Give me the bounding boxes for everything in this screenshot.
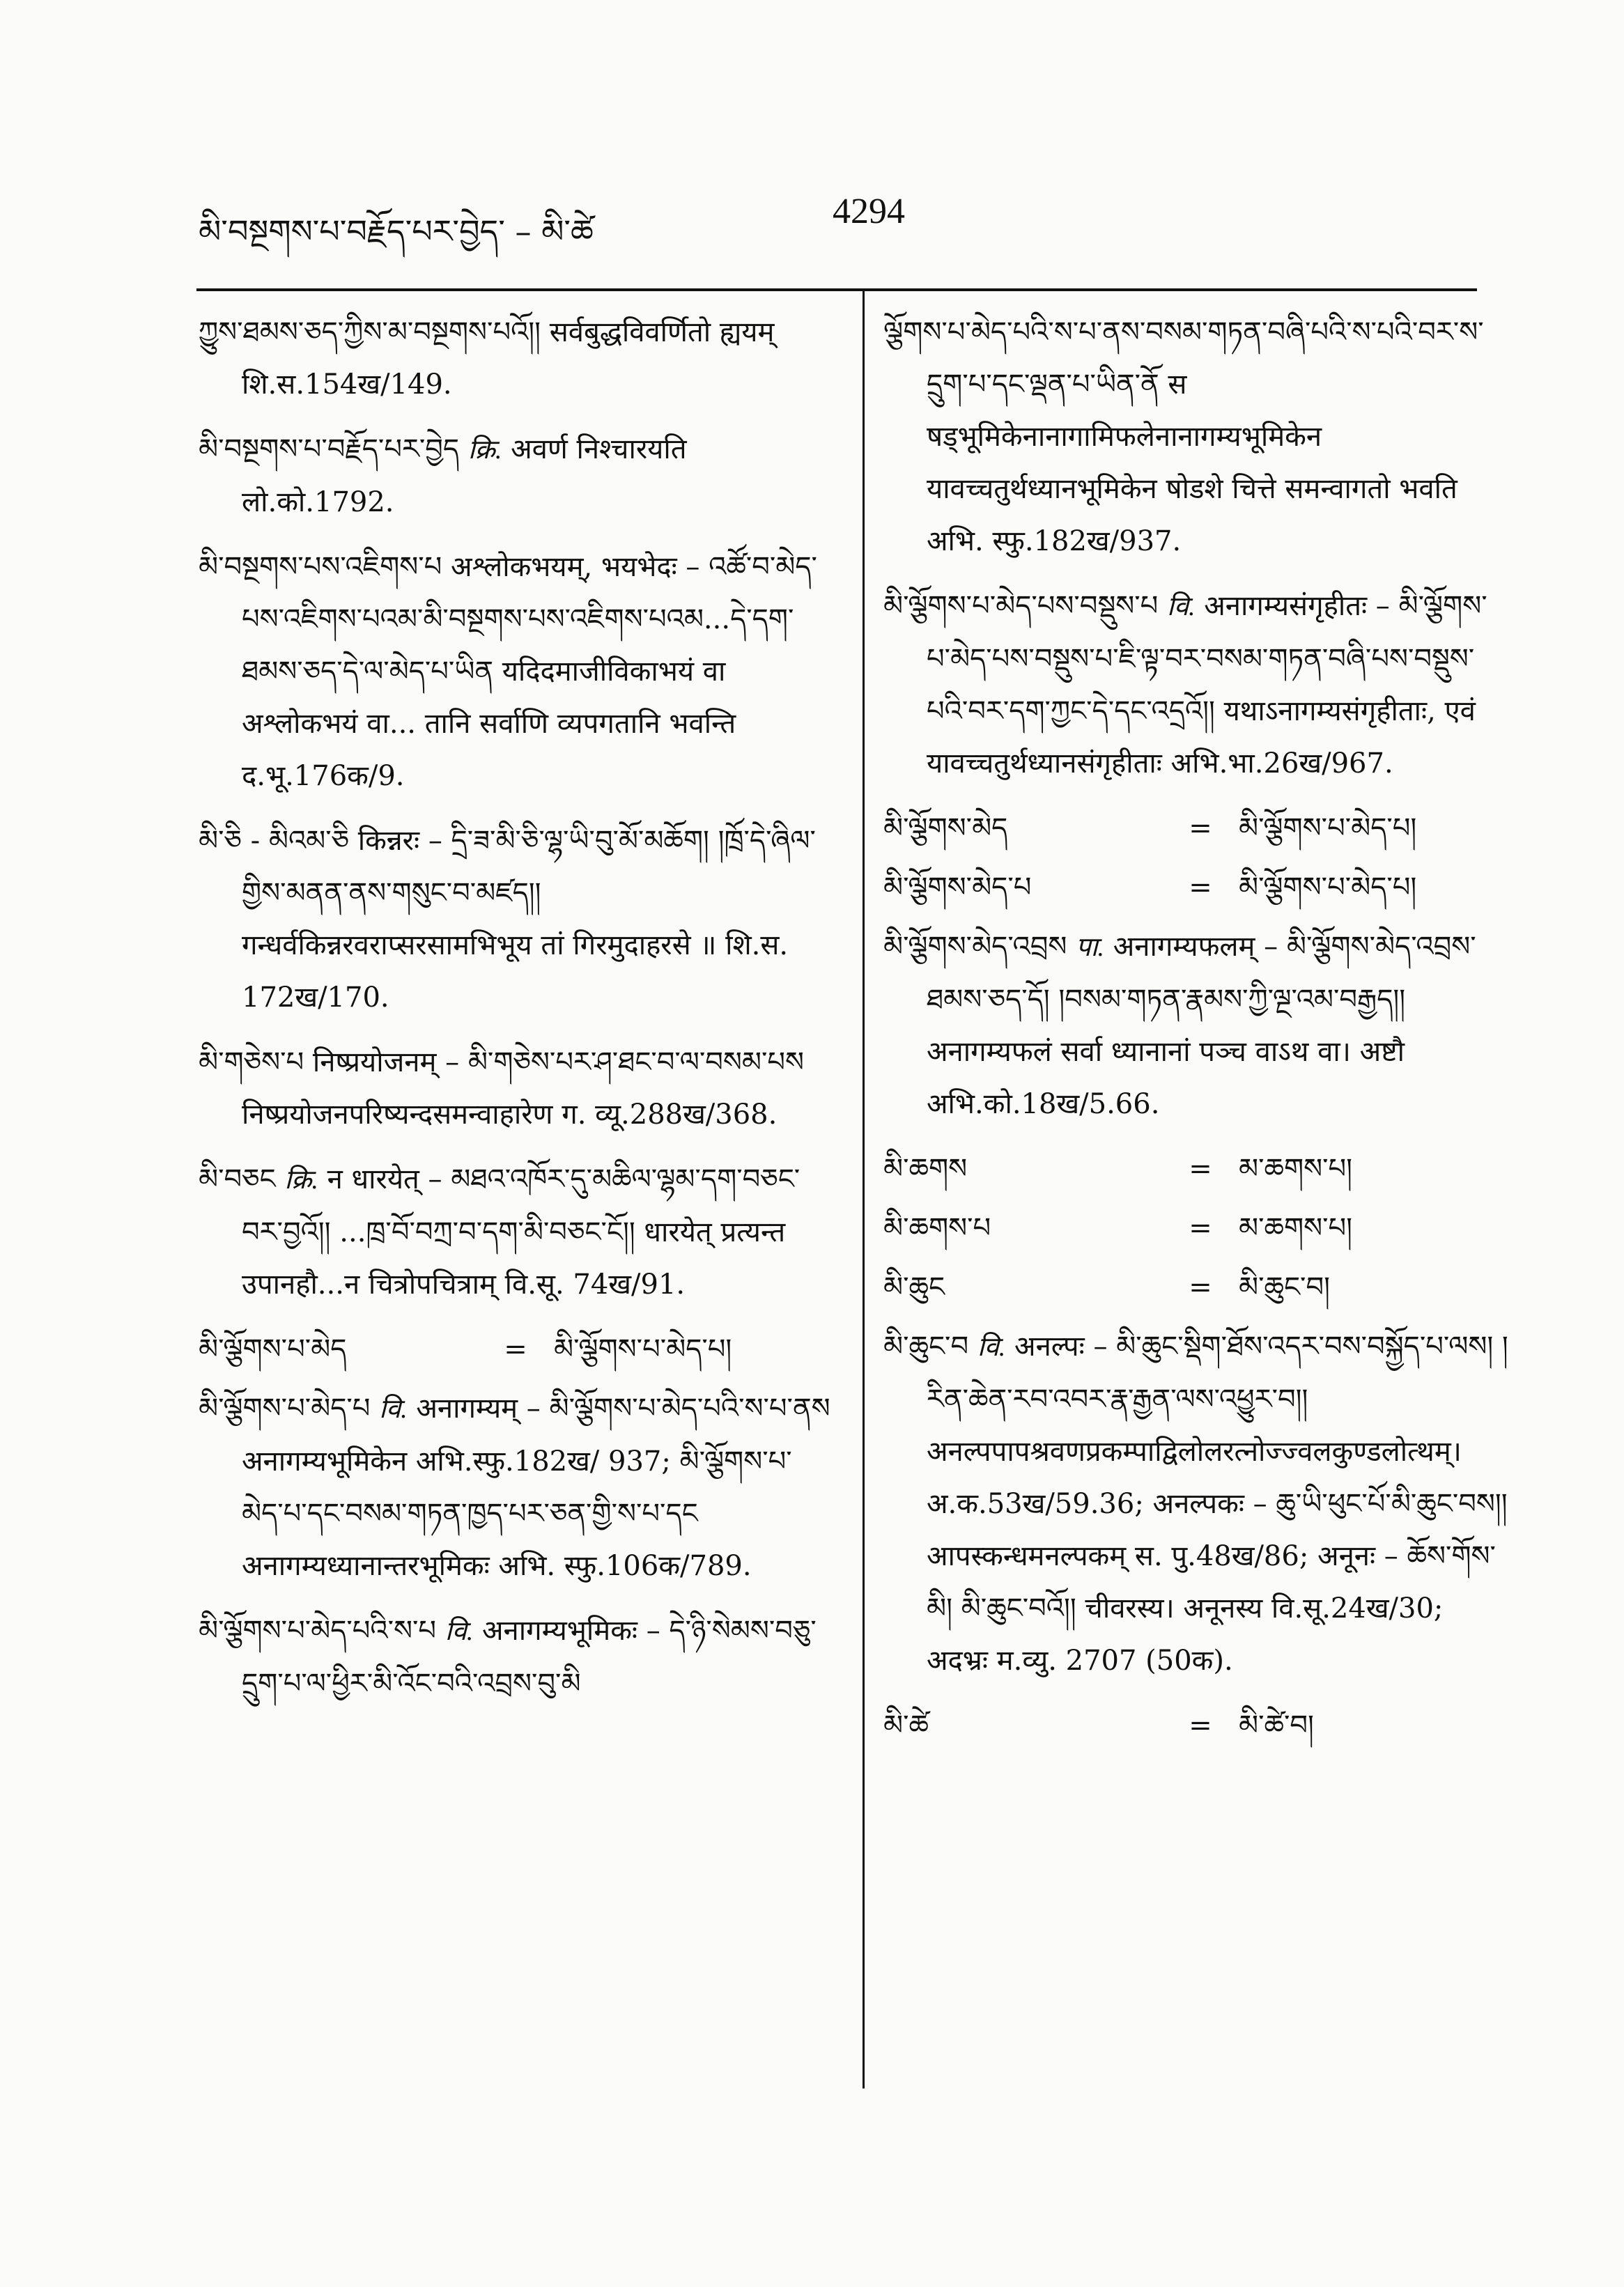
entry-text: अनागम्यफलम् – མི་ལྕོགས་མེད་འབྲས་ཐམས་ཅད་དོ། །བསམ་གཏན་རྣམས་ཀྱི་ལྔ་འམ་བརྒྱད།། अनागम्यफलं सर्वा ध्यानानां पञ्च वाऽथ वा। अष्टौ अभि.को.18ख/5.66. (927, 931, 1476, 1120)
entry-headword: མི་ཆུང་བ (883, 1331, 969, 1363)
entry-text: ཀྱུས་ཐམས་ཅད་ཀྱིས་མ་བསྔགས་པའོ།། सर्वबुद्धविवर्णितो ह्ययम् शि.स.154ख/149. (199, 316, 775, 401)
equals-sign: = (1189, 871, 1212, 904)
entry-headword: མི་བསྔགས་པས་འཇིགས་པ (199, 551, 442, 583)
entry-headword: མི་ལྕོགས་མེད (883, 812, 1008, 844)
page-number: 4294 (833, 192, 905, 231)
entry-text: अनागम्यम् – མི་ལྕོགས་པ་མེད་པའི་ས་པ་ནས अनागम्यभूमिकेन अभि.स्फु.182ख/ 937; མི་ལྕོགས་པ་མེད་པ་དང་བསམ་གཏན་ཁྱད་པར་ཅན་གྱི་ས་པ་དང अनागम्यध्यानान्तरभूमिकः अभि. स्फु.106क/789. (242, 1393, 830, 1582)
cross-reference-entry (883, 862, 1510, 914)
entry-text: अनल्पः – མི་ཆུང་སྡིག་ཐོས་འདར་བས་བསྐྱོད་པ་ལས། །རིན་ཆེན་རབ་འབར་རྣ་རྒྱན་ལས་འཕྱུར་བ།། अनल्पपापश्रवणप्रकम्पाद्विलोलरत्नोज्ज्वलकुण्डलोत्थम्। अ.क.53ख/59.36; अनल्पकः – ཆུ་ཡི་ཕུང་པོ་མི་ཆུང་བས།། आपस्कन्धमनल्पकम् स. पु.48ख/86; अनूनः – ཆོས་གོས་མི། མི་ཆུང་བའོ།། चीवरस्य। अनूनस्य वि.सू.24ख/30; अदभ्रः म.व्यु. 2707 (50क). (927, 1331, 1508, 1677)
page-header (199, 187, 1474, 249)
reference-target: མ་ཆགས་པ། (1239, 1153, 1353, 1185)
reference-target: མི་ཆུང་བ། (1239, 1271, 1330, 1303)
entry-text: - མིའམ་ཅི किन्नरः – དྲི་ཟ་མི་ཅི་ལྷ་ཡི་བུ་མོ་མཆོག། །ཁྲོ་དེ་ཞིལ་གྱིས་མནན་ནས་གསུང་བ་མཛད།། गन्धर्वकिन्नरवराप्सरसामभिभूय तां गिरमुदाहरसे ॥ शि.स. 172ख/170. (242, 825, 816, 1014)
entry-text: न धारयेत् – མཐའ་འཁོར་དུ་མཆིལ་ལྷམ་དག་བཅང་བར་བྱའོ།། ...ཁྲ་བོ་བཀྲ་བ་དག་མི་བཅང་ངོ།། धारयेत् प्रत्यन्त उपानहौ...न चित्रोपचित्राम् वि.सू. 74ख/91. (242, 1163, 801, 1301)
cross-reference-entry (883, 1202, 1510, 1255)
entry-headword: མི་ལྕོགས་མེད་པ (883, 871, 1032, 904)
entry-text: अनागम्यसंगृहीतः – མི་ལྕོགས་པ་མེད་པས་བསྡུས་པ་ཇི་ལྟ་བར་བསམ་གཏན་བཞི་པས་བསྡུས་པའི་བར་དག་ཀྱང་དེ་དང་འདྲའོ།། यथाऽनागम्यसंगृहीताः, एवं यावच्चतुर्थध्यानसंगृहीताः अभि.भा.26ख/967. (927, 590, 1487, 780)
right-column (883, 307, 1510, 1759)
entry-headword: མི་ཆགས (883, 1153, 968, 1185)
equals-sign: = (1189, 812, 1212, 844)
entry-text: अवर्ण निश्चारयति लो.को.1792. (242, 433, 687, 518)
dictionary-entry (199, 1037, 833, 1141)
reference-target: མ་ཆགས་པ། (1239, 1212, 1353, 1244)
reference-target: མི་ལྕོགས་པ་མེད་པ། (1239, 812, 1417, 844)
reference-target: མི་ཚེ་བ། (1239, 1710, 1314, 1742)
dictionary-entry (199, 815, 833, 1024)
grammar-label: पा. (1076, 933, 1105, 962)
entry-headword: མི་ལྕོགས་པ་མེད་པས་བསྡུས་པ (883, 590, 1159, 622)
dictionary-entry (883, 1321, 1510, 1687)
dictionary-entry (883, 921, 1510, 1131)
equals-sign: = (1189, 1212, 1212, 1244)
cross-reference-entry (883, 1262, 1510, 1314)
cross-reference-entry (199, 1324, 833, 1376)
dictionary-entry (199, 307, 833, 411)
entry-text: अनागम्यभूमिकः – དེ་ཉི་སེམས་བཅུ་དྲུག་པ་ལ་ཕྱིར་མི་འོང་བའི་འབྲས་བུ་མི (242, 1615, 817, 1700)
left-column (199, 307, 833, 1723)
dictionary-entry (199, 1383, 833, 1592)
entry-headword: མི་ཆུང (883, 1271, 945, 1303)
grammar-label: वि. (379, 1395, 408, 1424)
cross-reference-entry (883, 1143, 1510, 1195)
grammar-label: क्रि. (284, 1165, 318, 1195)
dictionary-entry (199, 1154, 833, 1311)
equals-sign: = (1189, 1271, 1212, 1303)
entry-headword: མི་ཆགས་པ (883, 1212, 991, 1244)
dictionary-entry (883, 580, 1510, 790)
grammar-label: क्रि. (467, 435, 502, 465)
equals-sign: = (1189, 1153, 1212, 1185)
entry-headword: མི་ཅི (199, 825, 242, 857)
dictionary-entry (199, 541, 833, 803)
entry-text: निष्प्रयोजनम् – མི་གཅེས་པར་ཤ་ཐང་བ་ལ་བསམ་པས निष्प्रयोजनपरिष्यन्दसमन्वाहारेण ग. व्यू.288ख/368. (242, 1046, 805, 1131)
entry-text: अश्लोकभयम्, भयभेदः – འཚོ་བ་མེད་པས་འཇིགས་པའམ་མི་བསྔགས་པས་འཇིགས་པའམ...དེ་དག་ཐམས་ཅད་དེ་ལ་མེད་པ་ཡིན यदिदमाजीविकाभयं वा अश्लोकभयं वा... तानि सर्वाणि व्यपगतानि भवन्ति द.भू.176क/9. (242, 551, 817, 792)
reference-target: མི་ལྕོགས་པ་མེད་པ། (1239, 871, 1417, 904)
entry-headword: མི་ལྕོགས་མེད་འབྲས (883, 931, 1067, 963)
dictionary-entry (883, 307, 1510, 568)
entry-headword: མི་ཚེ (883, 1710, 929, 1742)
entry-headword: མི་ལྕོགས་པ་མེད་པ (199, 1393, 371, 1425)
grammar-label: वि. (444, 1617, 474, 1646)
header-rule (196, 288, 1477, 291)
grammar-label: वि. (1167, 592, 1196, 621)
entry-headword: མི་བཅང (199, 1163, 276, 1195)
dictionary-entry (199, 1605, 833, 1710)
cross-reference-entry (883, 803, 1510, 855)
column-divider (863, 291, 865, 2088)
equals-sign: = (1189, 1710, 1212, 1742)
entry-headword: མི་ལྕོགས་པ་མེད (199, 1333, 347, 1365)
entry-headword: མི་ལྕོགས་པ་མེད་པའི་ས་པ (199, 1615, 437, 1647)
equals-sign: = (504, 1333, 527, 1365)
grammar-label: वि. (977, 1333, 1006, 1362)
entry-text: ལྕོགས་པ་མེད་པའི་ས་པ་ནས་བསམ་གཏན་བཞི་པའི་ས་པའི་བར་ས་དྲུག་པ་དང་ལྡན་པ་ཡིན་ནོ स षड्भूमिकेनानागामिफलेनानागम्यभूमिकेन यावच्चतुर्थध्यानभूमिकेन षोडशे चित्ते समन्वागतो भवति अभि. स्फु.182ख/937. (883, 316, 1484, 557)
running-head: མི་བསྔགས་པ་བརྗོད་པར་བྱེད་ – མི་ཚེ (199, 212, 594, 250)
dictionary-entry (199, 424, 833, 529)
entry-headword: མི་གཅེས་པ (199, 1046, 304, 1078)
reference-target: མི་ལྕོགས་པ་མེད་པ། (554, 1333, 732, 1365)
cross-reference-entry (883, 1700, 1510, 1752)
entry-headword: མི་བསྔགས་པ་བརྗོད་པར་བྱེད (199, 433, 460, 465)
